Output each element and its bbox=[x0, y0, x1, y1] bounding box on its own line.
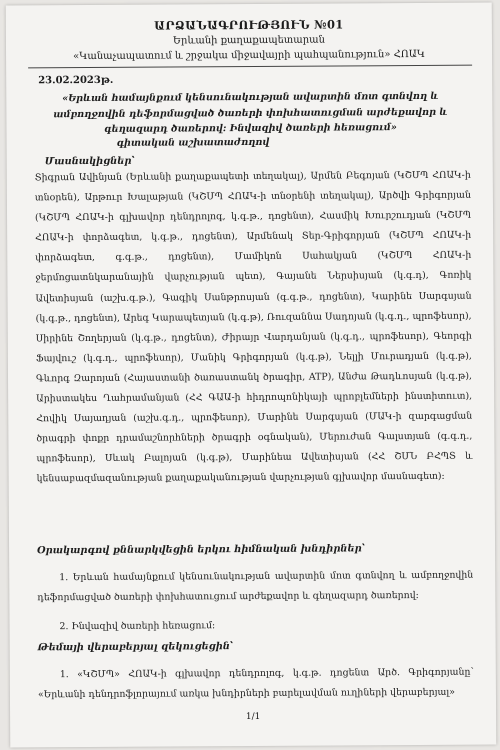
document-date: 23.02.2023թ. bbox=[38, 74, 114, 87]
header-divider bbox=[28, 65, 472, 69]
agenda-heading: Օրակարգով քննարկվեցին երկու հիմնական խնդիրներ՝ bbox=[37, 543, 365, 557]
participants-list: Տիգրան Ավինյան (Երևանի քաղաքապետի տեղակալ), Արմեն Բեգոյան (ԿՇՄՊ ՀՈԱԿ-ի տնօրեն), Արթուր Խալաթյան (ԿՇՄՊ ՀՈԱԿ-ի տնօրենի տեղակալ), Արծվի Գրիգորյան (ԿՇՄՊ ՀՈԱԿ-ի գլխավոր դենդրոլոգ, կ.գ.թ., դոցենտ), Հասմիկ Խուրշուդյան (ԿՇՄՊ ՀՈԱԿ-ի փորձագետ, կ.գ.թ., դոցենտ), Արմենակ Տեր-Գրիգորյան (ԿՇՄՊ ՀՈԱԿ-ի փորձագետ, գ.գ.թ., դոցենտ), Մամիկոն Սահակյան (ԿՇՄՊ ՀՈԱԿ-ի ջերմոցատնկարանային վարչության պետ), Գայանե Ներսիսյան (կ.գ.դ), Գոռիկ Ավետիսյան (աշխ.գ.թ.), Գագիկ Սանթրոսյան (գ.գ.թ., դոցենտ), Կարինե Սարգսյան (կ.գ.թ., դոցենտ), Արեգ Կարապետյան (կ.գ.թ), Ռուզաննա Սադոյան (կ.գ.դ., պրոֆեսոր), Սիրինե Շողերյան (կ.գ.թ., դոցենտ), Ժիրայր Վարդանյան (կ.գ.դ., պրոֆեսոր), Գեորգի Ֆայվուշ (կ.գ.դ., պրոֆեսոր), Մանիկ Գրիգորյան (կ.գ.թ), Նելլի Մուրադյան (կ.գ.թ), Գևորգ Զարոյան (Հայաստանի ծառաստանկ ծրագիր, ATP), Անժա Թադևոսյան (կ.գ.թ), Արիստակես Ղահրամանյան (ՀՀ ԳԱԱ-ի հիդրոպոնիկայի պրոբլեմների ինստիտուտ), Հովիկ Սայադյան (աշխ.գ.դ., պրոֆեսոր), Մարինե Սարգսյան (ՄԱԿ-ի զարգացման ծրագրի փոքր դրամաշնորհների ծրագրի օգնական), Մերուժան Գալստյան (գ.գ.դ., պրոֆեսոր), Սևակ Բալոյան (կ.գ.թ), Մարինեա Ավետիսյան (ՀՀ ՇՄՆ ԲՀՊՏ և կենսաբազմազանության քաղաքականության վարչության գլխավոր մասնագետ): bbox=[34, 169, 473, 485]
meeting-subject: «Երևան համայնքում կենսունակության ավարտին մոտ գտնվող և ամբողջովին դեֆորմացված ծառերի փոխհատուցման արժեքավոր և գեղազարդ ծառերով: Ինվազիվ ծառերի հեռացում» bbox=[53, 90, 448, 135]
document-title: ԱՐՁԱՆԱԳՐՈՒԹՅՈՒՆ №01 bbox=[154, 17, 344, 33]
agenda-item: 2. Ինվազիվ ծառերի հեռացում: bbox=[59, 620, 216, 633]
reports-heading: Թեմայի վերաբերյալ զեկուցեցին՝ bbox=[37, 641, 234, 654]
report-item: 1. «ԿՇՄՊ» ՀՈԱԿ-ի գլխավոր դենդրոլոգ, կ.գ.թ. դոցենտ Արծ. Գրիգորյանը՝ «Երևանի դենդրոֆլորայում առկա խնդիրների բարելավման ուղիների վերաբերյալ» bbox=[37, 666, 474, 701]
document-page bbox=[6, 3, 497, 748]
organization-line-1: Երևանի քաղաքապետարան bbox=[172, 34, 326, 47]
organization-line-2: «Կանաչապատում և շրջակա միջավայրի պահպանություն» ՀՈԱԿ bbox=[73, 48, 425, 63]
page-number: 1/1 bbox=[245, 711, 261, 723]
agenda-item: 1. Երևան համայնքում կենսունակության ավարտին մոտ գտնվող և ամբողջովին դեֆորմացված ծառերի փոխհատուցում արժեքավոր և գեղազարդ ծառերով: bbox=[37, 569, 474, 604]
meeting-subject-tail: գիտական աշխատաժողով bbox=[116, 136, 270, 149]
participants-heading: Մասնակիցներ՝ bbox=[44, 155, 135, 168]
